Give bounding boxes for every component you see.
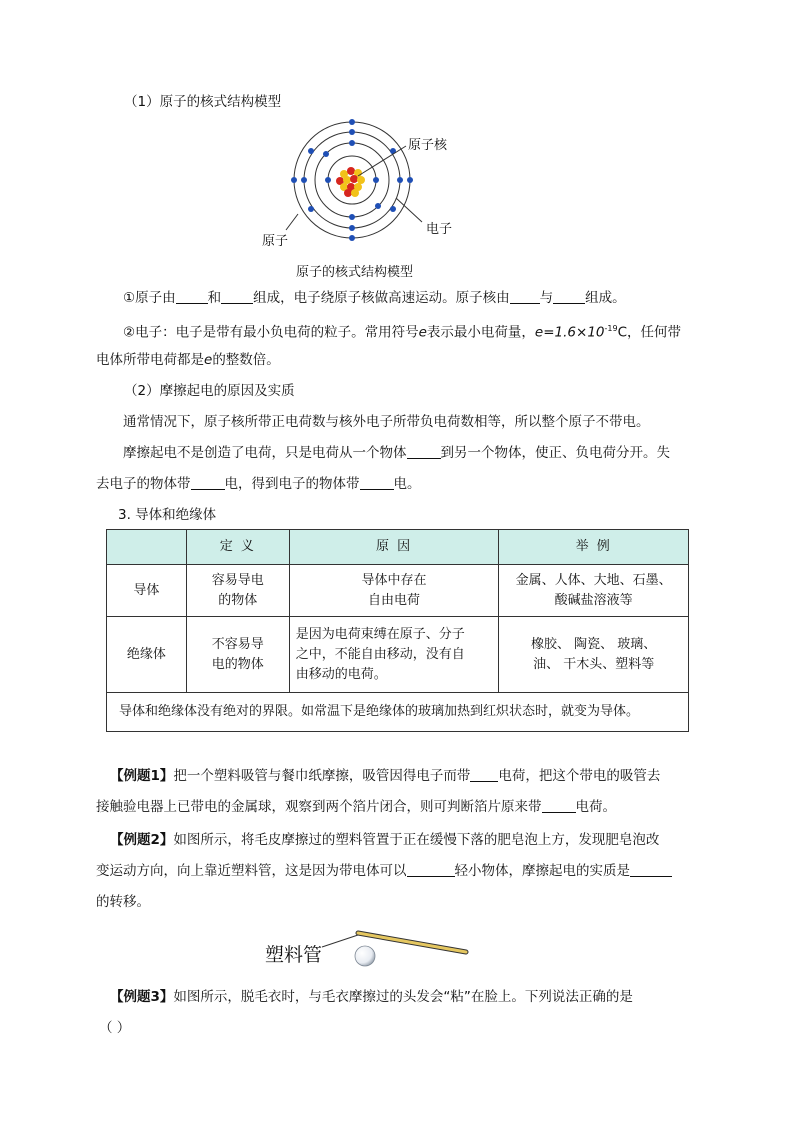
item-1-text-a: ①原子由 <box>123 290 176 306</box>
example-2-line-3: 的转移。 <box>96 894 150 910</box>
cell-line: 是因为电荷束缚在原子、分子 <box>295 626 465 642</box>
example-2-line-1 <box>110 830 730 850</box>
cell-line: 油、 干木头、塑料等 <box>533 656 655 672</box>
item-2-text-b: 表示最小电荷量， <box>426 324 535 341</box>
row-definition <box>186 617 289 693</box>
cell-line: 的物体 <box>218 592 258 608</box>
section-1-title: （1）原子的核式结构模型 <box>124 94 282 110</box>
conductor-insulator-table <box>106 529 689 732</box>
atom-label: 原子 <box>262 234 289 249</box>
friction-text-a: 摩擦起电不是创造了电荷，只是电荷从一个物体 <box>123 445 407 461</box>
item-2-text-a: ②电子：电子是带有最小负电荷的粒子。常用符号 <box>123 324 419 341</box>
item-2-text-c: C，任何带 <box>617 324 682 341</box>
example-1-text-a: 把一个塑料吸管与餐巾纸摩擦，吸管因得电子而带 <box>173 768 471 784</box>
row-name: 绝缘体 <box>107 617 187 693</box>
row-examples <box>499 617 689 693</box>
example-2-tag: 【例题2】 <box>110 832 174 848</box>
cell-line: 橡胶、 陶瓷、 玻璃、 <box>531 636 657 652</box>
nucleus-label: 原子核 <box>408 138 448 153</box>
item-1-text-e: 组成。 <box>585 290 626 306</box>
item-1-text-c: 组成，电子绕原子核做高速运动。原子核由 <box>253 290 510 306</box>
example-2-text-b: 变运动方向，向上靠近塑料管，这是因为带电体可以 <box>96 863 407 879</box>
symbol-e: e <box>204 352 213 368</box>
cell-line: 电的物体 <box>211 656 264 672</box>
cell-line: 容易导电 <box>211 572 264 588</box>
cell-line: 自由电荷 <box>368 592 421 608</box>
diagram-caption: 原子的核式结构模型 <box>296 265 414 280</box>
soap-bubble <box>355 946 375 966</box>
nucleus <box>336 167 365 197</box>
example-3-text-a: 如图所示，脱毛衣时，与毛衣摩擦过的头发会“粘”在脸上。下列说法正确的是 <box>173 989 633 1005</box>
charge-equation: e=1.6×10 <box>534 324 605 341</box>
blank <box>360 475 394 490</box>
item-1 <box>123 288 743 308</box>
blank <box>510 289 540 304</box>
item-2-line-1 <box>123 319 743 343</box>
item-2-text-d: 电体所带电荷都是 <box>96 352 204 368</box>
example-3-answer-bracket: （ ） <box>99 1020 131 1036</box>
blank <box>470 767 498 782</box>
table-header-row <box>107 530 689 565</box>
table-header-examples: 举 例 <box>499 530 689 565</box>
cell-line: 导体中存在 <box>361 572 427 588</box>
blank <box>630 862 672 877</box>
friction-text-d: 电，得到电子的物体带 <box>224 476 360 492</box>
example-2-line-2 <box>96 861 716 881</box>
plastic-tube-figure <box>318 925 478 971</box>
row-definition <box>186 565 289 617</box>
row-reason <box>289 617 499 693</box>
plastic-tube-fill <box>358 933 466 952</box>
example-2-text-a: 如图所示，将毛皮摩擦过的塑料管置于正在缓慢下落的肥皂泡上方，发现肥皂泡改 <box>173 832 660 848</box>
item-1-text-d: 与 <box>539 290 554 306</box>
blank <box>221 289 253 304</box>
electron-label: 电子 <box>426 222 453 237</box>
item-1-text-b: 和 <box>207 290 222 306</box>
table-header-reason: 原 因 <box>289 530 499 565</box>
blank <box>542 798 576 813</box>
label-leader-line <box>322 935 358 947</box>
symbol-e: e <box>418 324 427 341</box>
example-1-text-c: 接触验电器上已带电的金属球，观察到两个箔片闭合，则可判断箔片原来带 <box>96 799 542 815</box>
table-header-definition: 定 义 <box>186 530 289 565</box>
plastic-tube-label: 塑料管 <box>265 944 323 966</box>
friction-paragraph-line-1 <box>123 443 743 463</box>
blank <box>191 475 225 490</box>
friction-paragraph-line-2 <box>96 474 716 494</box>
example-1-text-d: 电荷。 <box>575 799 616 815</box>
charge-exponent: -19 <box>604 324 618 333</box>
example-1-tag: 【例题1】 <box>110 768 174 784</box>
example-1-text-b: 电荷，把这个带电的吸管去 <box>498 768 661 784</box>
table-row <box>107 617 689 693</box>
item-2-line-2 <box>96 350 716 370</box>
friction-text-c: 去电子的物体带 <box>96 476 191 492</box>
section-3-title: 3. 导体和绝缘体 <box>118 507 217 523</box>
example-3-tag: 【例题3】 <box>110 989 174 1005</box>
cell-line: 之中，不能自由移动，没有自 <box>295 646 465 662</box>
cell-line: 酸碱盐溶液等 <box>554 592 633 608</box>
example-1-line-2 <box>96 797 716 817</box>
section-2-title: （2）摩擦起电的原因及实质 <box>124 383 295 399</box>
cell-line: 不容易导 <box>211 636 264 652</box>
blank <box>553 289 585 304</box>
cell-line: 由移动的电荷。 <box>295 666 387 682</box>
table-note: 导体和绝缘体没有绝对的界限。如常温下是绝缘体的玻璃加热到红炽状态时，就变为导体。 <box>107 693 689 732</box>
blank <box>176 289 208 304</box>
table-row <box>107 565 689 617</box>
table-header-blank <box>107 530 187 565</box>
item-2-text-e: 的整数倍。 <box>212 352 280 368</box>
table-note-row <box>107 693 689 732</box>
row-reason <box>289 565 499 617</box>
example-2-text-c: 轻小物体，摩擦起电的实质是 <box>454 863 630 879</box>
blank <box>407 444 441 459</box>
cell-line: 金属、人体、大地、石墨、 <box>515 572 672 588</box>
example-1-line-1 <box>110 766 730 786</box>
row-name: 导体 <box>107 565 187 617</box>
friction-text-b: 到另一个物体，使正、负电荷分开。失 <box>440 445 670 461</box>
blank <box>407 862 455 877</box>
friction-text-e: 电。 <box>393 476 421 492</box>
neutral-paragraph: 通常情况下，原子核所带正电荷数与核外电子所带负电荷数相等，所以整个原子不带电。 <box>123 414 650 430</box>
row-examples <box>499 565 689 617</box>
example-3-line-1 <box>110 987 730 1007</box>
